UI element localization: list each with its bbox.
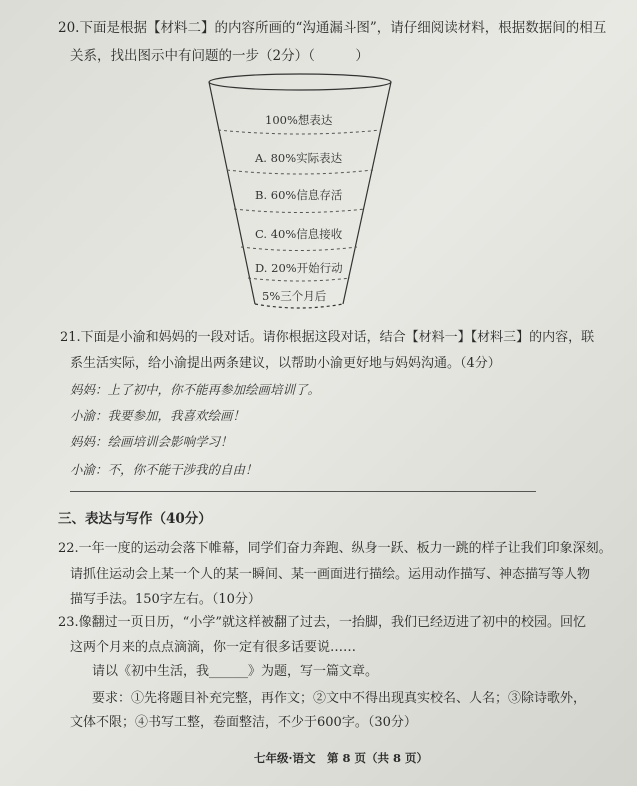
q23-text-line5: 文体不限；④书写工整，卷面整洁，不少于600字。（30分） [70,715,417,730]
q23-text-line2: 这两个月来的点点滴滴，你一定有很多话要说…… [70,640,357,655]
q22-text-line1: 22.一年一度的运动会落下帷幕，同学们奋力奔跑、纵身一跃、板力一跳的样子让我们印象深刻。 [58,541,612,556]
dialogue-line: 小渝：我要参加，我喜欢绘画！ [70,408,246,423]
q20-text-line2: 关系，找出图示中有问题的一步（2分）（ ） [70,48,369,64]
q23-text-line4: 要求：①先将题目补充完整，再作文；②文中不得出现真实校名、人名；③除诗歌外， [92,691,587,706]
section-title: 三、表达与写作（40分） [58,511,212,527]
answer-line [70,491,536,492]
funnel-level-4: C. 40%信息接收 [255,227,343,241]
q21-text-line2: 系生活实际，给小渝提出两条建议，以帮助小渝更好地与妈妈沟通。（4分） [70,356,501,371]
funnel-level-3: B. 60%信息存活 [255,188,343,202]
q20-text-line1: 20.下面是根据【材料二】的内容所画的“沟通漏斗图”，请仔细阅读材料，根据数据间的相互 [58,20,607,36]
q23-text-line1: 23.像翻过一页日历，“小学”就这样被翻了过去，一抬脚，我们已经迈进了初中的校园。回忆 [58,615,586,630]
funnel-level-1: 100%想表达 [265,113,333,127]
dialogue-line: 妈妈：上了初中，你不能再参加绘画培训了。 [70,382,321,397]
q22-text-line3: 描写手法。150字左右。（10分） [70,592,261,607]
dialogue-line: 妈妈：绘画培训会影响学习！ [70,434,233,449]
dialogue-line: 小渝：不，你不能干涉我的自由！ [70,462,258,477]
funnel-level-2: A. 80%实际表达 [255,151,343,165]
funnel-level-5: D. 20%开始行动 [255,261,343,275]
q21-text-line1: 21.下面是小渝和妈妈的一段对话。请你根据这段对话，结合【材料一】【材料三】的内容，联 [60,330,595,345]
q23-text-line3: 请以《初中生活，我______》为题，写一篇文章。 [92,664,379,679]
page-footer: 七年级·语文 第 8 页（共 8 页） [254,751,429,765]
q22-text-line2: 请抓住运动会上某一个人的某一瞬间、某一画面进行描绘。运用动作描写、神态描写等人物 [70,567,591,582]
funnel-level-6: 5%三个月后 [262,289,327,303]
communication-funnel-diagram [205,72,395,310]
